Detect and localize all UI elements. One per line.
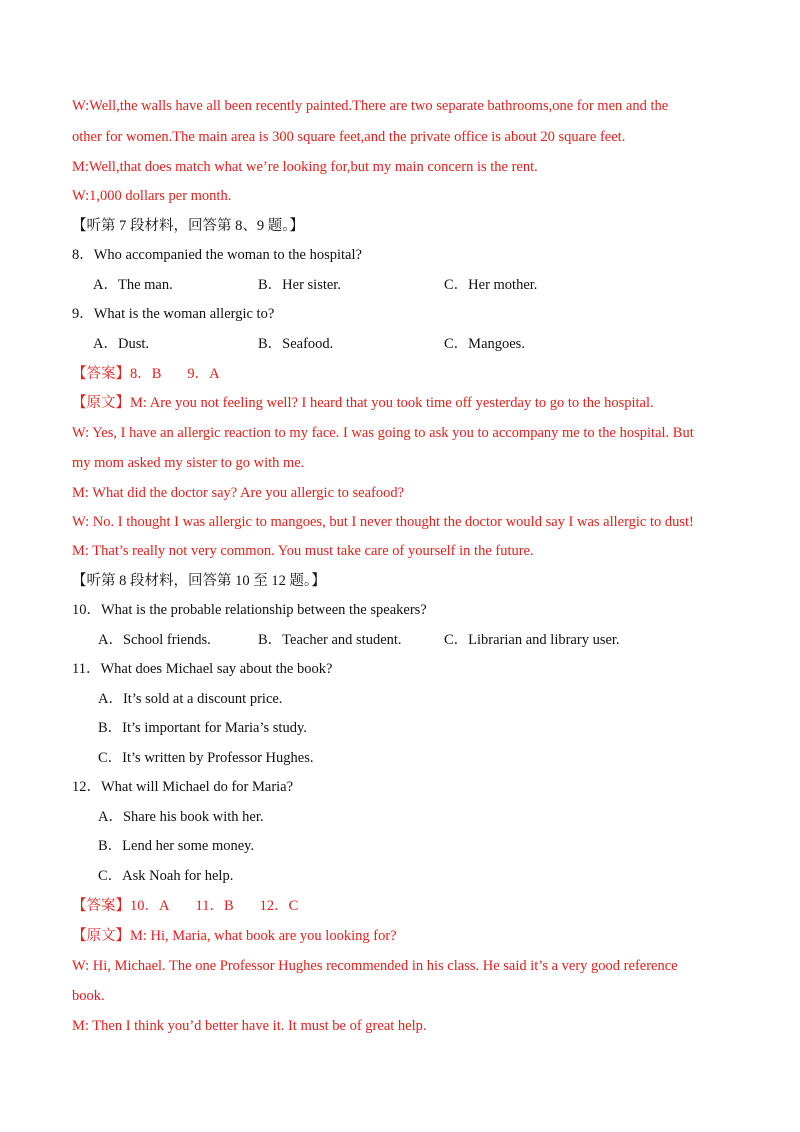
question-8-stem: 8．Who accompanied the woman to the hospital? <box>72 247 362 263</box>
question-9-option-b: B．Seafood. <box>258 336 334 352</box>
question-12-option-c: C．Ask Noah for help. <box>98 868 234 884</box>
transcript-line: book. <box>72 988 105 1004</box>
question-10-option-c: C．Librarian and library user. <box>444 632 620 648</box>
question-12-stem: 12．What will Michael do for Maria? <box>72 779 294 795</box>
question-12-option-b: B．Lend her some money. <box>98 838 255 854</box>
question-10-option-a: A．School friends. <box>98 632 211 648</box>
transcript-label: 【原文】 <box>72 395 130 411</box>
question-12-option-a: A．Share his book with her. <box>98 809 264 825</box>
answer-10: 10．A <box>130 898 170 914</box>
question-8-option-a: A．The man. <box>93 277 173 293</box>
transcript-line: M:Well,that does match what we’re looking for,but my main concern is the rent. <box>72 159 538 175</box>
question-11-option-c: C．It’s written by Professor Hughes. <box>98 750 314 766</box>
transcript-line: M: That’s really not very common. You must take care of yourself in the future. <box>72 543 534 559</box>
transcript-text: M: Hi, Maria, what book are you looking for? <box>130 928 397 944</box>
transcript-line <box>72 393 654 413</box>
question-8-option-b: B．Her sister. <box>258 277 341 293</box>
transcript-line: W: Hi, Michael. The one Professor Hughes recommended in his class. He said it’s a very good reference <box>72 958 678 974</box>
answer-label: 【答案】 <box>72 366 130 382</box>
answer-9: 9．A <box>187 366 220 382</box>
transcript-text: M: Are you not feeling well? I heard that you took time off yesterday to go to the hospital. <box>130 395 654 411</box>
answer-12: 12．C <box>259 898 299 914</box>
question-9-option-a: A．Dust. <box>93 336 149 352</box>
answer-line <box>72 364 220 384</box>
question-9-option-c: C．Mangoes. <box>444 336 525 352</box>
transcript-label: 【原文】 <box>72 928 130 944</box>
transcript-line: M: Then I think you’d better have it. It must be of great help. <box>72 1018 427 1034</box>
section-header: 【听第 8 段材料，回答第 10 至 12 题。】 <box>72 573 326 589</box>
transcript-line: W:Well,the walls have all been recently painted.There are two separate bathrooms,one for men and the <box>72 98 669 114</box>
section-header: 【听第 7 段材料，回答第 8、9 题。】 <box>72 218 304 234</box>
transcript-line: other for women.The main area is 300 square feet,and the private office is about 20 square feet. <box>72 129 626 145</box>
transcript-line: W: Yes, I have an allergic reaction to my face. I was going to ask you to accompany me to the hospital. But <box>72 425 694 441</box>
question-10-option-b: B．Teacher and student. <box>258 632 402 648</box>
transcript-line: my mom asked my sister to go with me. <box>72 455 305 471</box>
transcript-line: W:1,000 dollars per month. <box>72 188 232 204</box>
answer-label: 【答案】 <box>72 898 130 914</box>
transcript-line <box>72 926 397 946</box>
question-11-option-b: B．It’s important for Maria’s study. <box>98 720 307 736</box>
question-8-option-c: C．Her mother. <box>444 277 538 293</box>
transcript-line: M: What did the doctor say? Are you allergic to seafood? <box>72 485 405 501</box>
question-10-stem: 10．What is the probable relationship between the speakers? <box>72 602 427 618</box>
question-11-stem: 11．What does Michael say about the book? <box>72 661 333 677</box>
answer-line <box>72 896 298 916</box>
answer-11: 11．B <box>195 898 234 914</box>
answer-8: 8．B <box>130 366 162 382</box>
question-9-stem: 9．What is the woman allergic to? <box>72 306 275 322</box>
transcript-line: W: No. I thought I was allergic to mangoes, but I never thought the doctor would say I was allergic to dust! <box>72 514 694 530</box>
question-11-option-a: A．It’s sold at a discount price. <box>98 691 283 707</box>
